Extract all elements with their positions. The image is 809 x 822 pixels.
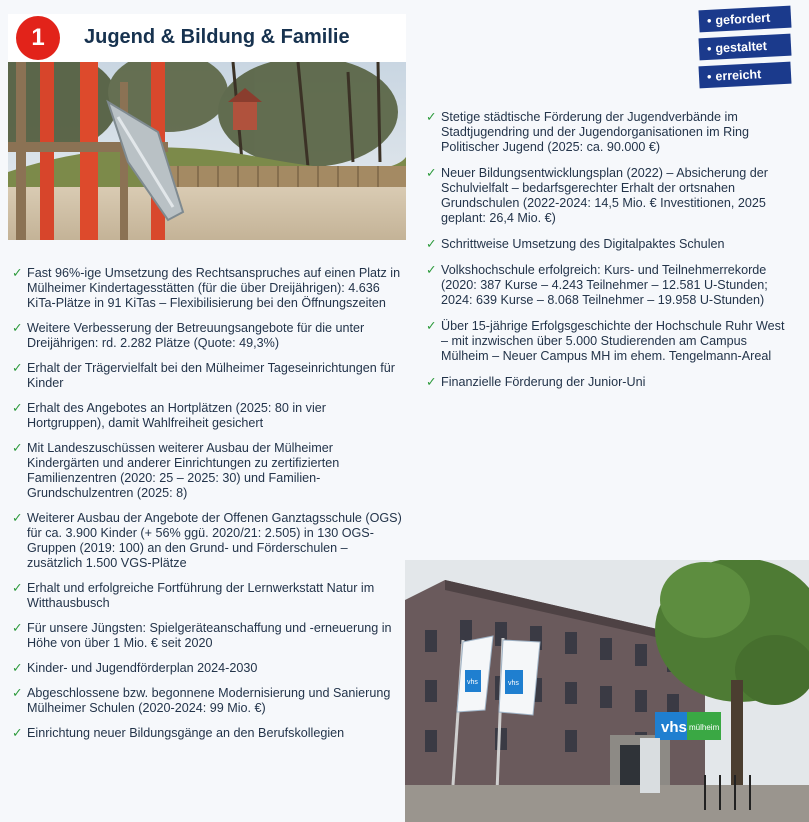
- list-item: [12, 686, 402, 716]
- list-item: [12, 441, 402, 501]
- achievement-list-left: [12, 266, 402, 751]
- check-icon: ✓: [12, 661, 23, 675]
- list-item-text: Über 15-jährige Erfolgsgeschichte der Hochschule Ruhr West – mit inzwischen über 5.000 Studierenden am Campus Mülheim – Neuer Campus MH im ehem. Tengelmann-Areal: [441, 319, 785, 363]
- list-item: [426, 237, 791, 252]
- section-header: [8, 14, 406, 64]
- building-illustration: [405, 560, 809, 822]
- list-item-text: Schrittweise Umsetzung des Digitalpaktes Schulen: [441, 237, 725, 251]
- vhs-sign-text: vhs: [661, 719, 687, 736]
- list-item-text: Neuer Bildungsentwicklungsplan (2022) – Absicherung der Schulvielfalt – bedarfsgerechter Erhalt der ortsnahen Grundschulen (2022-2024: 14,5 Mio. € Investitionen, 2025 geplant: 26,4 Mio. €): [441, 166, 768, 225]
- tag-gestaltet: • gestaltet: [698, 34, 791, 61]
- vhs-building-photo: [405, 560, 809, 822]
- list-item: [426, 375, 791, 390]
- flag-text: vhs: [467, 679, 478, 686]
- check-icon: ✓: [12, 581, 23, 595]
- check-icon: ✓: [12, 726, 23, 740]
- list-item: [12, 726, 402, 741]
- check-icon: ✓: [426, 237, 437, 251]
- list-item-text: Für unsere Jüngsten: Spielgeräteanschaffung und -erneuerung in Höhe von über 1 Mio. € seit 2020: [27, 621, 392, 650]
- vhs-sign-city: mülheim: [689, 723, 720, 732]
- section-number-badge: 1: [16, 16, 60, 60]
- list-item-text: Erhalt und erfolgreiche Fortführung der Lernwerkstatt Natur im Witthausbusch: [27, 581, 375, 610]
- list-item-text: Abgeschlossene bzw. begonnene Modernisierung und Sanierung Mülheimer Schulen (2020-2024: 99 Mio. €): [27, 686, 391, 715]
- list-item: [426, 110, 791, 155]
- check-icon: ✓: [426, 319, 437, 333]
- check-icon: ✓: [12, 441, 23, 455]
- tag-erreicht: • erreicht: [698, 62, 791, 89]
- check-icon: ✓: [12, 621, 23, 635]
- list-item-text: Weitere Verbesserung der Betreuungsangebote für die unter Dreijährigen: rd. 2.282 Plätze (Quote: 49,3%): [27, 321, 365, 350]
- list-item-text: Erhalt des Angebotes an Hortplätzen (2025: 80 in vier Hortgruppen), damit Wahlfreiheit gesichert: [27, 401, 326, 430]
- list-item: [12, 511, 402, 571]
- check-icon: ✓: [426, 166, 437, 180]
- list-item-text: Einrichtung neuer Bildungsgänge an den Berufskollegien: [27, 726, 345, 740]
- playground-illustration: [8, 62, 406, 240]
- check-icon: ✓: [12, 361, 23, 375]
- list-item: [12, 661, 402, 676]
- playground-photo: [8, 62, 406, 240]
- list-item: [12, 321, 402, 351]
- list-item-text: Mit Landeszuschüssen weiterer Ausbau der Mülheimer Kindergärten und anderer Einrichtungen zu zertifizierten Familienzentren (2020: 25 – 2025: 30) und Familien-Grundschulzentren (2025: 8): [27, 441, 340, 500]
- list-item: [12, 581, 402, 611]
- tag-gefordert: • gefordert: [698, 6, 791, 33]
- list-item-text: Volkshochschule erfolgreich: Kurs- und Teilnehmerrekorde (2020: 387 Kurse – 4.243 Teilnehmer – 12.581 U-Stunden; 2024: 639 Kurse – 8.068 Teilnehmer – 19.958 U-Stunden): [441, 263, 768, 307]
- check-icon: ✓: [12, 511, 23, 525]
- list-item: [426, 166, 791, 226]
- achievement-list-right: [426, 110, 791, 401]
- list-item: [12, 401, 402, 431]
- list-item-text: Erhalt der Trägervielfalt bei den Mülheimer Tageseinrichtungen für Kinder: [27, 361, 395, 390]
- check-icon: ✓: [12, 686, 23, 700]
- list-item-text: Fast 96%-ige Umsetzung des Rechtsanspruches auf einen Platz in Mülheimer Kindertagesstätten (für die über Dreijährigen): 4.636 KiTa-Plätze in 91 KiTas – Flexibilisierung bei den Öffnungszeiten: [27, 266, 401, 310]
- check-icon: ✓: [12, 321, 23, 335]
- list-item: [12, 621, 402, 651]
- section-title: Jugend & Bildung & Familie: [84, 26, 350, 48]
- list-item: [426, 319, 791, 364]
- list-item-text: Finanzielle Förderung der Junior-Uni: [441, 375, 646, 389]
- check-icon: ✓: [426, 263, 437, 277]
- check-icon: ✓: [426, 110, 437, 124]
- check-icon: ✓: [12, 401, 23, 415]
- list-item: [12, 361, 402, 391]
- check-icon: ✓: [426, 375, 437, 389]
- list-item-text: Weiterer Ausbau der Angebote der Offenen Ganztagsschule (OGS) für ca. 3.900 Kinder (+ 56% ggü. 2020/21: 2.505) in 130 OGS-Gruppen (2019: 100) an den Grund- und Förderschulen – zusätzlich 1.500 VGS-Plätze: [27, 511, 402, 570]
- status-tags: [699, 8, 791, 92]
- list-item: [426, 263, 791, 308]
- list-item-text: Kinder- und Jugendförderplan 2024-2030: [27, 661, 258, 675]
- list-item-text: Stetige städtische Förderung der Jugendverbände im Stadtjugendring und der Jugendorganisationen im Ring Politischer Jugend (2025: ca. 90.000 €): [441, 110, 750, 154]
- list-item: [12, 266, 402, 311]
- flag-text: vhs: [508, 680, 519, 687]
- check-icon: ✓: [12, 266, 23, 280]
